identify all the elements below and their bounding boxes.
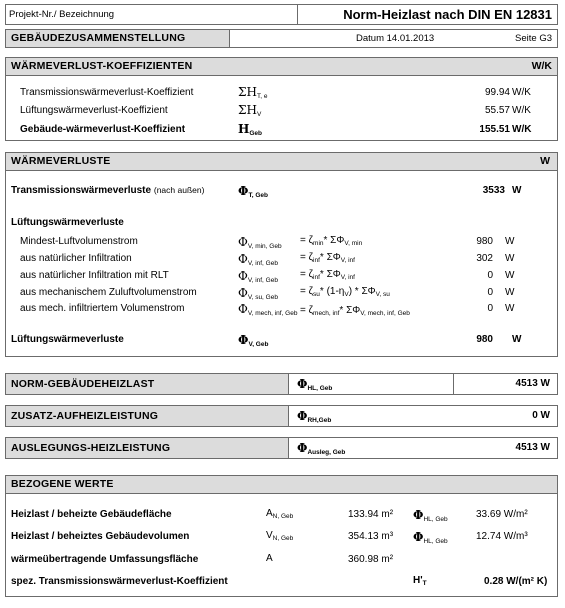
related-row-label: wärmeübertragende Umfassungsfläche (11, 554, 199, 565)
ventilation-heading: Lüftungswärmeverluste (11, 217, 124, 228)
ventilation-total-label: Lüftungswärmeverluste (11, 334, 124, 345)
ventilation-row-label: aus natürlicher Infiltration (20, 253, 132, 264)
related-row-value2: 12.74 W/m³ (476, 531, 528, 542)
related-row-value: 360.98 m² (348, 554, 394, 565)
related-row-phi: $\Phi_{HL, Geb}$ (413, 530, 448, 545)
design-heat-value: 4513 W (515, 442, 550, 453)
related-row-symbol: A (266, 553, 273, 564)
transmission-label: Transmissionswärmeverluste (nach außen) (11, 185, 205, 196)
related-row-label: Heizlast / beheiztes Gebäudevolumen (11, 531, 190, 542)
coefficients-title: WÄRMEVERLUST-KOEFFIZIENTEN (11, 60, 193, 72)
ventilation-row-formula: = $\zeta_{inf}*$ $\Sigma\Phi_{V, inf}$ (300, 252, 355, 264)
coef-row-unit: W/K (512, 105, 531, 116)
ventilation-row-value: 0 (487, 303, 493, 314)
norm-heatload-value: 4513 W (515, 378, 550, 389)
ventilation-row-label: aus mech. infiltriertem Volumenstrom (20, 303, 185, 314)
coef-row-label: Gebäude-wärmeverlust-Koeffizient (20, 124, 186, 135)
coef-row-value: 55.57 (484, 105, 510, 116)
related-row-value: 354.13 m³ (348, 531, 394, 542)
related-row-symbol: $A_{N, Geb}$ (266, 508, 294, 520)
project-label: Projekt-Nr./ Bezeichnung (9, 9, 115, 20)
summary-title: GEBÄUDEZUSAMMENSTELLUNG (11, 32, 186, 44)
ventilation-total-value: 980 (476, 334, 493, 345)
ventilation-row-formula: = $\zeta_{inf}*$ $\Sigma\Phi_{V, inf}$ (300, 269, 355, 281)
ventilation-row-label: aus mechanischem Zuluftvolumenstrom (20, 287, 197, 298)
ventilation-row-symbol: $\Phi_{V, mech, inf, Geb}$ (238, 302, 298, 317)
related-row-symbol: $V_{N, Geb}$ (266, 530, 294, 542)
norm-heatload-symbol: $\Phi_{HL, Geb}$ (297, 377, 333, 392)
coef-row-value: 99.94 (484, 87, 510, 98)
ventilation-row-unit: W (505, 253, 515, 264)
ventilation-row-unit: W (505, 287, 515, 298)
design-heat-title: AUSLEGUNGS-HEIZLEISTUNG (11, 442, 171, 454)
ventilation-row-formula: = $\zeta_{min}*$ $\Sigma\Phi_{V, min}$ (300, 235, 363, 247)
coef-row-symbol: $\Sigma H_{T, e}$ (238, 85, 268, 100)
ventilation-row-unit: W (505, 303, 515, 314)
related-row-symbol: $H'_T$ (413, 575, 427, 587)
transmission-symbol: $\Phi_{T, Geb}$ (238, 184, 268, 199)
reheat-symbol: $\Phi_{RH,Geb}$ (297, 409, 332, 424)
ventilation-row-unit: W (505, 270, 515, 281)
ventilation-row-value: 980 (476, 236, 493, 247)
ventilation-row-unit: W (505, 236, 515, 247)
coef-row-unit: W/K (512, 124, 532, 135)
ventilation-row-label: aus natürlicher Infiltration mit RLT (20, 270, 169, 281)
losses-unit: W (540, 155, 550, 167)
related-row-value: 133.94 m² (348, 509, 394, 520)
related-row-label: spez. Transmissionswärmeverlust-Koeffizient (11, 576, 228, 587)
coef-row-symbol: $H_{Geb}$ (238, 122, 262, 137)
norm-heatload-title: NORM-GEBÄUDEHEIZLAST (11, 378, 155, 390)
ventilation-row-value: 0 (487, 287, 493, 298)
coef-row-unit: W/K (512, 87, 531, 98)
project-header-divider (297, 4, 298, 25)
related-row-value2: 0.28 W/(m² K) (484, 576, 548, 587)
ventilation-row-label: Mindest-Luftvolumenstrom (20, 236, 138, 247)
page-number: Seite G3 (515, 33, 552, 44)
design-heat-symbol: $\Phi_{Ausleg, Geb}$ (297, 441, 346, 456)
date-field: Datum 14.01.2013 (356, 33, 435, 44)
coef-row-symbol: $\Sigma H_V$ (238, 103, 262, 118)
ventilation-row-symbol: $\Phi_{V, inf, Geb}$ (238, 269, 278, 284)
ventilation-row-formula: = $\zeta_{mech, inf}*$ $\Sigma\Phi_{V, mech, inf, Geb}$ (300, 305, 410, 317)
losses-title: WÄRMEVERLUSTE (11, 155, 111, 167)
coefficients-unit: W/K (531, 60, 552, 72)
ventilation-row-value: 302 (476, 253, 493, 264)
ventilation-row-value: 0 (487, 270, 493, 281)
ventilation-row-symbol: $\Phi_{V, min, Geb}$ (238, 235, 282, 250)
ventilation-row-formula: = $\zeta_{su}*$ $(1-\eta_V) * \Sigma\Phi_{V, su}$ (300, 286, 390, 298)
ventilation-total-symbol: $\Phi_{V, Geb}$ (238, 333, 269, 348)
ventilation-row-symbol: $\Phi_{V, inf, Geb}$ (238, 252, 278, 267)
reheat-value: 0 W (532, 410, 550, 421)
coef-row-label: Transmissionswärmeverlust-Koeffizient (20, 87, 194, 98)
norm-heatload-divider (453, 373, 454, 395)
related-row-value2: 33.69 W/m² (476, 509, 528, 520)
related-row-phi: $\Phi_{HL, Geb}$ (413, 508, 448, 523)
transmission-unit: W (512, 185, 522, 196)
coef-row-label: Lüftungswärmeverlust-Koeffizient (20, 105, 168, 116)
ventilation-total-unit: W (512, 334, 522, 345)
page-title: Norm-Heizlast nach DIN EN 12831 (343, 7, 552, 22)
reheat-title: ZUSATZ-AUFHEIZLEISTUNG (11, 410, 159, 422)
coef-row-value: 155.51 (479, 124, 510, 135)
transmission-value: 3533 (482, 185, 505, 196)
related-values-title: BEZOGENE WERTE (11, 478, 114, 490)
related-row-label: Heizlast / beheizte Gebäudefläche (11, 509, 172, 520)
ventilation-row-symbol: $\Phi_{V, su, Geb}$ (238, 286, 278, 301)
